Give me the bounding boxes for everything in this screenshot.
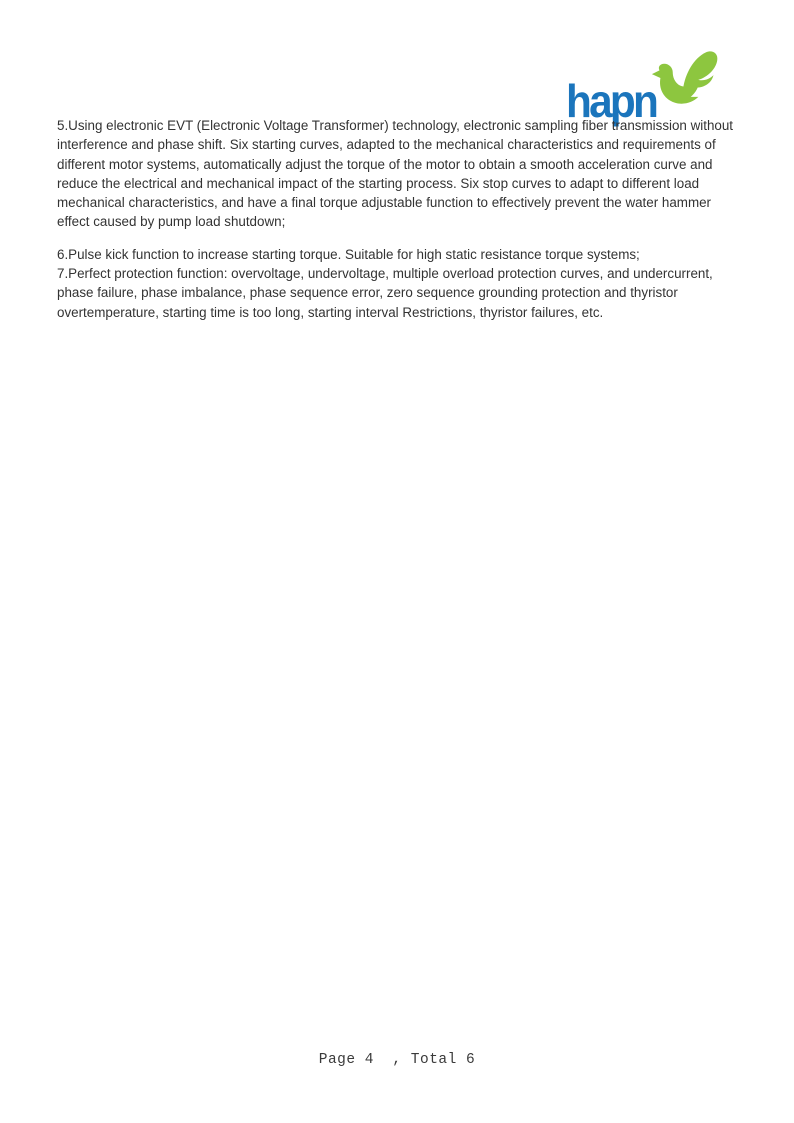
paragraph-feature-5: 5.Using electronic EVT (Electronic Voltage Transformer) technology, electronic sampling fiber transmission without interference and phase shift. Six starting curves, adapted to the mechanical characteristics and requirements of different motor systems, automatically adjust the torque of the motor to obtain a smooth acceleration curve and reduce the electrical and mechanical impact of the starting process. Six stop curves to adapt to different load mechanical characteristics, and have a final torque adjustable function to effectively prevent the water hammer effect caused by pump load shutdown; bbox=[57, 118, 734, 230]
page-number-footer: Page 4 , Total 6 bbox=[318, 1052, 476, 1068]
brand-wordmark: hapn bbox=[566, 75, 657, 127]
brand-logo bbox=[566, 44, 722, 127]
document-body bbox=[57, 116, 741, 322]
dove-leaf-icon bbox=[650, 44, 722, 115]
paragraph-feature-6: 6.Pulse kick function to increase starting torque. Suitable for high static resistance torque systems; bbox=[57, 246, 640, 262]
paragraph-feature-7: 7.Perfect protection function: overvoltage, undervoltage, multiple overload protection curves, and undercurrent, phase failure, phase imbalance, phase sequence error, zero sequence grounding protection and thyristor overtemperature, starting time is too long, starting interval Restrictions, thyristor failures, etc. bbox=[57, 266, 713, 320]
